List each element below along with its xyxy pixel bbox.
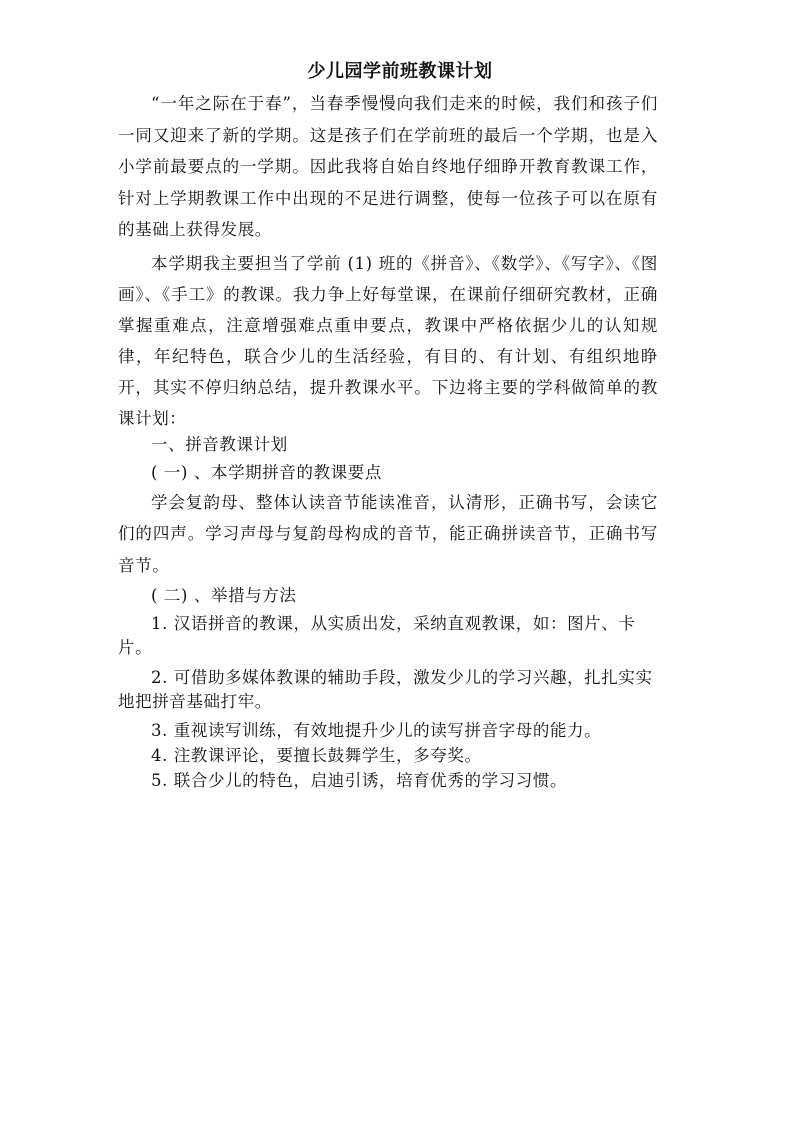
method-item-4: 4. 注教课评论，要擅长鼓舞学生，多夸奖。 xyxy=(151,746,482,765)
subsection-heading-methods: ( 二) 、举措与方法 xyxy=(151,586,297,605)
method-item-3: 3. 重视读写训练，有效地提升少儿的读写拼音字母的能力。 xyxy=(151,721,602,740)
section-heading-pinyin-plan: 一、拼音教课计划 xyxy=(151,434,288,454)
key-points-text: 学会复韵母、整体认读音节能读准音，认清形，正确书写，会读它们的四声。学习声母与复韵母构成的音节，能正确拼读音节，正确书写音节。 xyxy=(118,492,658,575)
intro-paragraph: “一年之际在于春”，当春季慢慢向我们走来的时候，我们和孩子们一同又迎来了新的学期。这是孩子们在学前班的最后一个学期，也是入小学前最要点的一学期。因此我将自始自终地仔细睁开教育教课工作，针对上学期教课工作中出现的不足进行调整，使每一位孩子可以在原有的基础上获得发展。 xyxy=(118,94,658,239)
method-item-2: 2. 可借助多媒体教课的辅助手段，激发少儿的学习兴趣，扎扎实实地把拼音基础打牢。 xyxy=(118,668,653,711)
teaching-duties-paragraph: 本学期我主要担当了学前 (1) 班的《拼音》、《数学》、《写字》、《图画》、《手工》的教课。我力争上好每堂课，在课前仔细研究教材，正确掌握重难点，注意增强难点重申要点，教课中严格依据少儿的认知规律，年纪特色，联合少儿的生活经验，有目的、有计划、有组织地睁开，其实不停归纳总结，提升教课水平。下边将主要的学科做简单的教课计划： xyxy=(118,253,658,428)
subsection-heading-key-points: ( 一) 、本学期拼音的教课要点 xyxy=(151,462,382,482)
document-title: 少儿园学前班教课计划 xyxy=(307,61,493,82)
method-item-5: 5. 联合少儿的特色，启迪引诱，培育优秀的学习习惯。 xyxy=(151,771,568,790)
method-item-1: 1. 汉语拼音的教课，从实质出发，采纳直观教课，如：图片、卡片。 xyxy=(118,614,636,657)
document-page xyxy=(118,56,658,793)
